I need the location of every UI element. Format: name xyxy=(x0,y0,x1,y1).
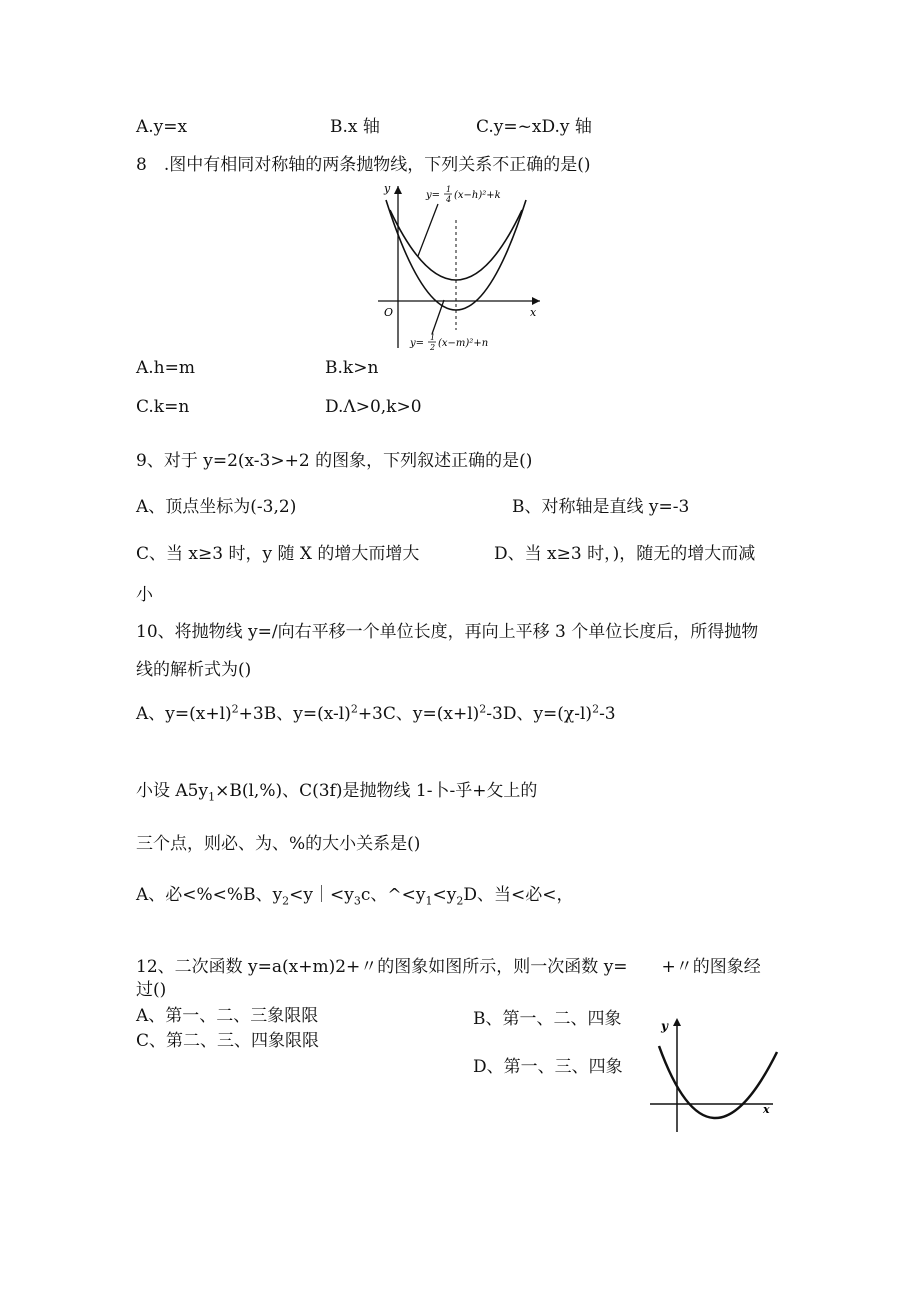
q10-a-sup: 2 xyxy=(231,702,239,716)
q11-mid3: <y xyxy=(432,885,457,905)
q8-option-d: D.Λ>0,k>0 xyxy=(325,397,422,417)
q7-option-cd: C.y=~xD.y 轴 xyxy=(476,117,592,137)
q12-y-label: y xyxy=(661,1019,668,1033)
q12-stem-line1: 12、二次函数 y=a(x+m)2+〃的图象如图所示，则一次函数 y= +〃的图象经 xyxy=(136,957,761,977)
q8-y-arrow xyxy=(394,186,402,194)
q8-curve2-rest: (x−m)²+n xyxy=(438,338,489,349)
q11-sub4: 2 xyxy=(456,894,464,908)
q10-a-post: +3B、y=(x-l) xyxy=(238,704,351,724)
q10-c-sup: 2 xyxy=(479,702,487,716)
q10-options xyxy=(136,703,616,725)
q9-option-d-continued: 小 xyxy=(136,585,153,605)
q11-stem-line1 xyxy=(136,780,537,802)
q9-option-a: A、顶点坐标为(-3,2) xyxy=(136,497,297,517)
q8-x-label: x xyxy=(530,306,537,319)
q8-parabola-figure xyxy=(368,180,548,355)
q8-curve1-rest: (x−h)²+k xyxy=(454,190,501,201)
q10-b-post: +3C、y=(x+l) xyxy=(357,704,480,724)
q8-curve2-den: 2 xyxy=(430,343,436,352)
q8-stem: 8 .图中有相同对称轴的两条抛物线，下列关系不正确的是() xyxy=(136,155,591,175)
q10-b-sup: 2 xyxy=(350,702,358,716)
q8-option-b: B.k>n xyxy=(325,358,379,378)
q8-y-label: y xyxy=(384,182,391,195)
q8-origin-label: O xyxy=(384,306,394,319)
q8-curve1-den: 4 xyxy=(446,195,452,204)
q9-option-c: C、当 x≥3 时，y 随 X 的增大而增大 xyxy=(136,544,420,564)
q7-option-a: A.y=x xyxy=(136,117,188,137)
q12-option-c: C、第二、三、四象限限 xyxy=(136,1031,320,1051)
q11-options xyxy=(136,884,573,906)
q8-curve1-label: y= xyxy=(426,190,441,201)
q11-mid2: c、^<y xyxy=(360,885,426,905)
q8-curve1-num: 1 xyxy=(446,185,452,194)
q10-d-post: -3 xyxy=(599,704,616,724)
q8-curve2-label: y= xyxy=(410,338,425,349)
q8-x-arrow xyxy=(532,297,540,305)
q9-stem: 9、对于 y=2(x-3>+2 的图象，下列叙述正确的是() xyxy=(136,451,533,471)
q12-y-arrow xyxy=(673,1018,681,1026)
q11-stem-pre: 小设 A5y xyxy=(136,781,209,801)
q11-stem-sub: 1 xyxy=(208,790,216,804)
q11-sub3: 1 xyxy=(425,894,433,908)
q11-mid1: <y｜<y xyxy=(289,885,354,905)
q12-parabola-figure xyxy=(645,1012,780,1137)
q11-opt-post: D、当<必<， xyxy=(463,885,574,905)
q7-option-b: B.x 轴 xyxy=(330,117,380,137)
q8-leader-1 xyxy=(418,204,438,256)
q10-c-post: -3D、y=(χ-l) xyxy=(486,704,593,724)
q8-option-c: C.k=n xyxy=(136,397,190,417)
q11-stem-post: ×B(l,%)、C(3f)是抛物线 1-卜-乎+攵上的 xyxy=(215,781,538,801)
q8-option-a: A.h=m xyxy=(136,358,195,378)
q9-option-b: B、对称轴是直线 y=-3 xyxy=(512,497,690,517)
q12-option-d: D、第一、三、四象 xyxy=(473,1057,623,1077)
q8-leader-2 xyxy=(432,300,444,334)
q12-option-a: A、第一、二、三象限限 xyxy=(136,1006,319,1026)
q12-x-label: x xyxy=(763,1103,770,1116)
q11-stem-line2: 三个点，则必、为、%的大小关系是() xyxy=(136,834,421,854)
q10-stem-line1: 10、将抛物线 y=/向右平移一个单位长度，再向上平移 3 个单位长度后，所得抛物 xyxy=(136,622,759,642)
q11-opt-pre: A、必<%<%B、y xyxy=(136,885,283,905)
q12-stem-line2: 过() xyxy=(136,980,167,1000)
q8-curve2-num: 1 xyxy=(430,333,436,342)
q10-a-pre: A、y=(x+l) xyxy=(136,704,232,724)
q11-sub2: 3 xyxy=(353,894,361,908)
q10-d-sup: 2 xyxy=(592,702,600,716)
q12-option-b: B、第一、二、四象 xyxy=(473,1009,622,1029)
q10-stem-line2: 线的解析式为() xyxy=(136,660,252,680)
q9-option-d: D、当 x≥3 时，)，随无的增大而减 xyxy=(494,544,756,564)
q11-sub1: 2 xyxy=(282,894,290,908)
